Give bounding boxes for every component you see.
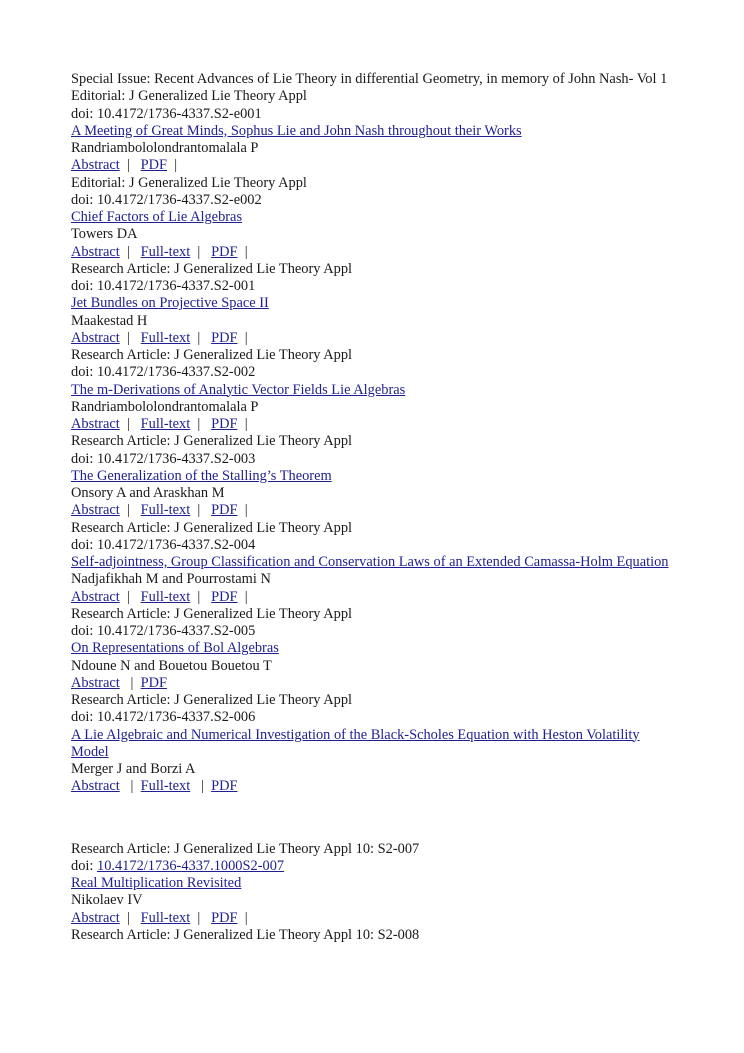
entry-doi: doi: 10.4172/1736-4337.S2-003: [71, 450, 256, 467]
entry-type: Research Article: J Generalized Lie Theory Appl: [71, 347, 353, 363]
abstract-link[interactable]: Abstract: [71, 243, 120, 260]
entry-title-link[interactable]: On Representations of Bol Algebras: [71, 640, 279, 657]
entry-authors: Nikolaev IV: [71, 892, 143, 909]
entry-authors: Maakestad H: [71, 312, 148, 329]
abstract-link[interactable]: Abstract: [71, 157, 120, 174]
abstract-link[interactable]: Abstract: [71, 674, 120, 691]
entry-doi: doi: 10.4172/1736-4337.S2-005: [71, 623, 256, 639]
entry-links: Abstract | PDF: [71, 674, 168, 691]
fulltext-link[interactable]: Full-text: [140, 588, 191, 605]
pdf-link[interactable]: PDF: [211, 588, 238, 605]
entry-type: Editorial: J Generalized Lie Theory Appl: [71, 88, 307, 105]
entry-links: Abstract | Full-text | PDF |: [71, 416, 248, 432]
abstract-link[interactable]: Abstract: [71, 502, 120, 519]
pdf-link[interactable]: PDF: [211, 243, 238, 260]
entry-authors: Randriambololondrantomalala P: [71, 398, 259, 415]
entry-links: Abstract | Full-text | PDF |: [71, 588, 248, 605]
entry-title-link[interactable]: Chief Factors of Lie Algebras: [71, 209, 243, 225]
entry-type: Research Article: J Generalized Lie Theory Appl: [71, 519, 353, 536]
abstract-link[interactable]: Abstract: [71, 909, 120, 926]
entry-authors: Ndoune N and Bouetou Bouetou T: [71, 657, 272, 674]
pdf-link[interactable]: PDF: [211, 778, 238, 795]
entry-links: Abstract | PDF |: [71, 157, 178, 174]
pdf-link[interactable]: PDF: [140, 674, 168, 691]
entry-doi: doi: 10.4172/1736-4337.S2-e002: [71, 191, 262, 208]
entry-type: Research Article: J Generalized Lie Theory Appl 10: S2-007: [71, 840, 420, 857]
entry-doi: doi: 10.4172/1736-4337.S2-004: [71, 536, 256, 553]
entry-title-link[interactable]: Jet Bundles on Projective Space II: [71, 295, 269, 312]
entry-authors: Nadjafikhah M and Pourrostami N: [71, 571, 271, 588]
entry-title-link[interactable]: The m-Derivations of Analytic Vector Fields Lie Algebras: [71, 381, 406, 398]
entry-type: Research Article: J Generalized Lie Theory Appl: [71, 605, 353, 622]
entry-type: Research Article: J Generalized Lie Theory Appl: [71, 433, 353, 450]
fulltext-link[interactable]: Full-text: [140, 243, 191, 260]
fulltext-link[interactable]: Full-text: [140, 909, 191, 926]
entry-links: Abstract | Full-text | PDF: [71, 778, 238, 795]
pdf-link[interactable]: PDF: [211, 502, 238, 519]
entry-doi: doi: 10.4172/1736-4337.S2-e001: [71, 105, 262, 122]
spacer: [71, 796, 671, 841]
issue-title: Special Issue: Recent Advances of Lie Theory in differential Geometry, in memory of John Nash- Vol 1: [71, 71, 668, 87]
pdf-link[interactable]: PDF: [140, 157, 168, 174]
entry-authors: Onsory A and Araskhan M: [71, 485, 225, 501]
entry-title-link[interactable]: The Generalization of the Stalling’s Theorem: [71, 467, 332, 484]
entry-authors: Towers DA: [71, 226, 138, 243]
fulltext-link[interactable]: Full-text: [140, 329, 191, 346]
entry-type: Research Article: J Generalized Lie Theory Appl: [71, 260, 353, 277]
article-list: [71, 71, 671, 944]
entry-authors: Merger J and Borzi A: [71, 761, 196, 777]
abstract-link[interactable]: Abstract: [71, 588, 120, 605]
entry-type: Research Article: J Generalized Lie Theory Appl 10: S2-008: [71, 926, 420, 943]
abstract-link[interactable]: Abstract: [71, 329, 120, 346]
entry-doi: [71, 858, 671, 875]
doi-label: doi:: [71, 857, 97, 874]
abstract-link[interactable]: Abstract: [71, 778, 120, 795]
entry-title-link[interactable]: A Meeting of Great Minds, Sophus Lie and John Nash throughout their Works: [71, 122, 522, 139]
entry-title-link[interactable]: A Lie Algebraic and Numerical Investigation of the Black-Scholes Equation with Heston Volatility Model: [71, 726, 640, 760]
fulltext-link[interactable]: Full-text: [140, 416, 191, 432]
entry-doi: doi: 10.4172/1736-4337.S2-001: [71, 278, 256, 294]
entry-doi: doi: 10.4172/1736-4337.S2-002: [71, 364, 256, 381]
entry-links: Abstract | Full-text | PDF |: [71, 502, 248, 519]
abstract-link[interactable]: Abstract: [71, 416, 120, 432]
pdf-link[interactable]: PDF: [211, 329, 238, 346]
pdf-link[interactable]: PDF: [211, 909, 238, 926]
entry-links: Abstract | Full-text | PDF |: [71, 909, 248, 926]
entry-title-link[interactable]: Real Multiplication Revisited: [71, 875, 242, 891]
fulltext-link[interactable]: Full-text: [140, 778, 191, 795]
entry-links: Abstract | Full-text | PDF |: [71, 329, 248, 346]
entry-type: Editorial: J Generalized Lie Theory Appl: [71, 174, 307, 191]
doi-link[interactable]: 10.4172/1736-4337.1000S2-007: [97, 857, 285, 874]
entry-doi: doi: 10.4172/1736-4337.S2-006: [71, 709, 256, 726]
pdf-link[interactable]: PDF: [211, 416, 238, 432]
entry-links: Abstract | Full-text | PDF |: [71, 243, 248, 260]
fulltext-link[interactable]: Full-text: [140, 502, 191, 519]
entry-type: Research Article: J Generalized Lie Theory Appl: [71, 692, 353, 708]
entry-authors: Randriambololondrantomalala P: [71, 140, 259, 156]
entry-title-link[interactable]: Self-adjointness, Group Classification and Conservation Laws of an Extended Camassa-Holm Equation: [71, 554, 669, 570]
